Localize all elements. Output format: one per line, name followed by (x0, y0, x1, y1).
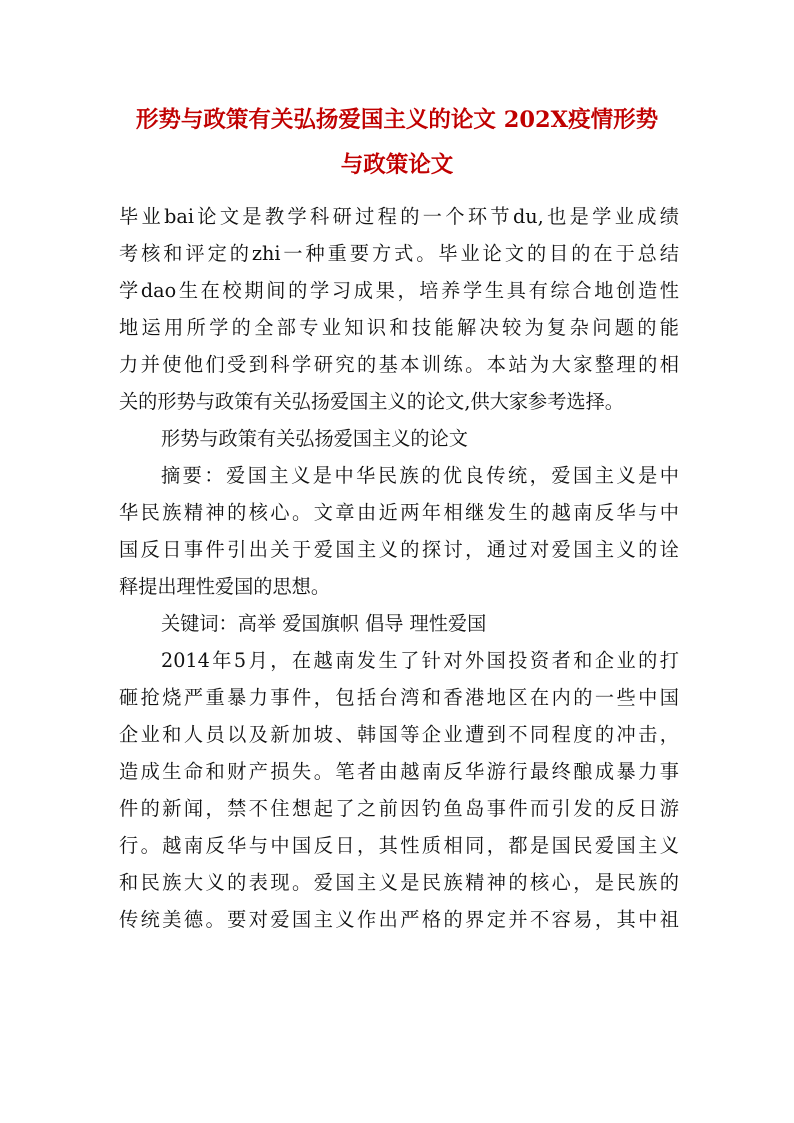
intro-line: 关的形势与政策有关弘扬爱国主义的论文,供大家参考选择。 (119, 390, 624, 413)
intro-line: 力并使他们受到科学研究的基本训练。本站为大家整理的相 (119, 353, 679, 376)
body-line: 造成生命和财产损失。笔者由越南反华游行最终酿成暴力事 (119, 760, 679, 783)
abstract-line: 国反日事件引出关于爱国主义的探讨，通过对爱国主义的诠 (119, 538, 679, 561)
intro-line: 考核和评定的zhi一种重要方式。毕业论文的目的在于总结 (119, 242, 679, 265)
abstract-line: 释提出理性爱国的思想。 (119, 575, 331, 598)
body-line: 和民族大义的表现。爱国主义是民族精神的核心，是民族的 (119, 871, 679, 894)
body-line: 企业和人员以及新加坡、韩国等企业遭到不同程度的冲击， (119, 723, 679, 746)
document-body (119, 198, 679, 938)
keywords: 关键词：高举 爱国旗帜 倡导 理性爱国 (161, 612, 487, 635)
body-line: 行。越南反华与中国反日，其性质相同，都是国民爱国主义 (119, 834, 679, 857)
abstract-line: 摘要：爱国主义是中华民族的优良传统，爱国主义是中 (161, 464, 679, 487)
abstract-line: 华民族精神的核心。文章由近两年相继发生的越南反华与中 (119, 501, 679, 524)
intro-line: 地运用所学的全部专业知识和技能解决较为复杂问题的能 (119, 316, 679, 339)
title-line-2: 与政策论文 (340, 152, 454, 178)
body-line: 2014年5月，在越南发生了针对外国投资者和企业的打 (161, 649, 679, 672)
title-line-1: 形势与政策有关弘扬爱国主义的论文 202X疫情形势 (135, 107, 659, 133)
body-line: 传统美德。要对爱国主义作出严格的界定并不容易，其中祖 (119, 908, 679, 931)
document-title (110, 98, 684, 188)
intro-line: 学dao生在校期间的学习成果，培养学生具有综合地创造性 (119, 279, 679, 302)
body-line: 件的新闻，禁不住想起了之前因钓鱼岛事件而引发的反日游 (119, 797, 679, 820)
subheading: 形势与政策有关弘扬爱国主义的论文 (161, 427, 468, 450)
body-line: 砸抢烧严重暴力事件，包括台湾和香港地区在内的一些中国 (119, 686, 679, 709)
intro-line: 毕业bai论文是教学科研过程的一个环节du,也是学业成绩 (119, 205, 679, 228)
